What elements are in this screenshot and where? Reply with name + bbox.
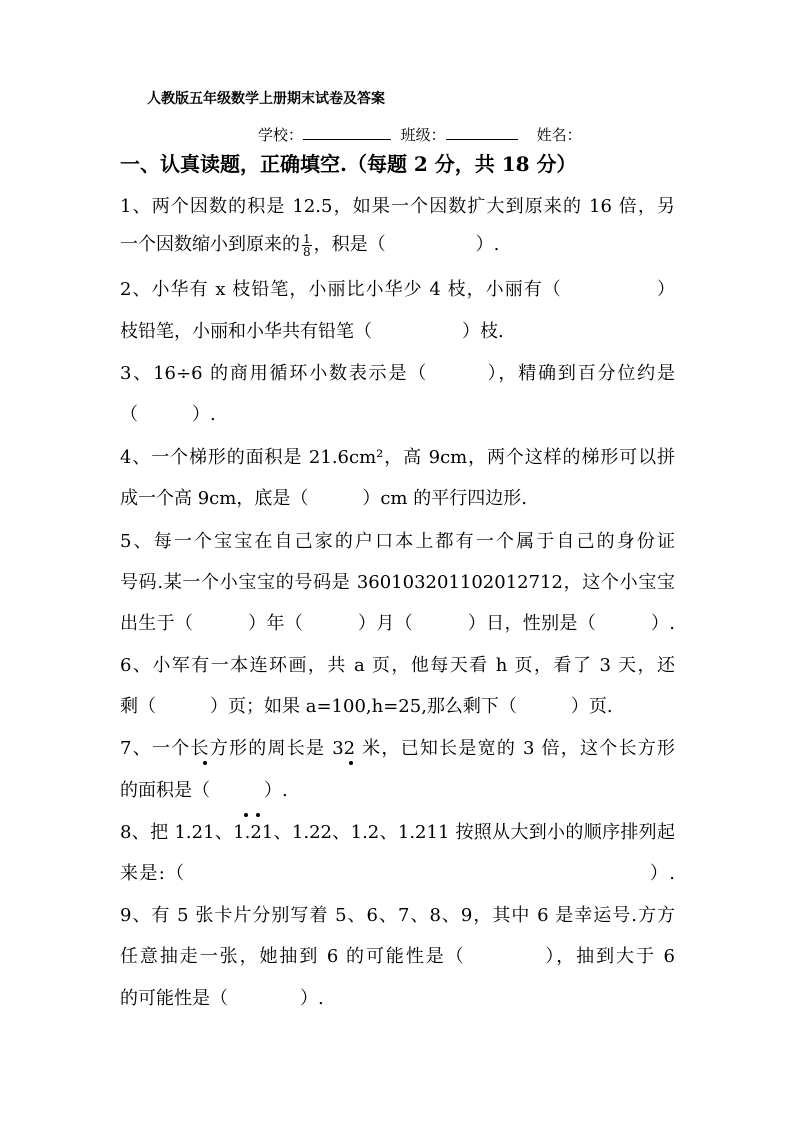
question-1-line-2 xyxy=(120,230,499,258)
question-8-line-1: 8、把 1.21、1.21、1.22、1.2、1.211 按照从大到小的顺序排列起 xyxy=(120,822,675,843)
question-4-line-1: 4、一个梯形的面积是 21.6cm²，高 9cm，两个这样的梯形可以拼 xyxy=(120,447,675,468)
school-label: 学校： xyxy=(258,126,304,144)
document-title: 人教版五年级数学上册期末试卷及答案 xyxy=(147,91,385,107)
question-1-line-1: 1、两个因数的积是 12.5，如果一个因数扩大到原来的 16 倍，另 xyxy=(120,196,675,217)
question-4-line-2: 成一个高 9cm，底是（ ）cm 的平行四边形. xyxy=(120,488,527,509)
question-5-line-1: 5、每一个宝宝在自己家的户口本上都有一个属于自己的身份证 xyxy=(120,531,675,552)
fraction-numerator: 1 xyxy=(303,231,311,246)
question-3-line-1: 3、16÷6 的商用循环小数表示是（ ），精确到百分位约是 xyxy=(120,363,675,384)
class-label: 班级： xyxy=(400,126,446,144)
fraction-denominator: 8 xyxy=(303,244,311,259)
section-heading: 一、认真读题，正确填空.（每题 2 分，共 18 分） xyxy=(120,152,577,176)
emphasis-dot-chang xyxy=(203,761,207,765)
question-9-line-2: 任意抽走一张，她抽到 6 的可能性是（ ），抽到大于 6 xyxy=(120,946,675,967)
question-1-line-2b: ，积是（ ）. xyxy=(313,234,500,255)
question-6-line-1: 6、小军有一本连环画，共 a 页，他每天看 h 页，看了 3 天，还 xyxy=(120,655,675,676)
question-9-line-3: 的可能性是（ ）. xyxy=(120,988,324,1009)
class-blank[interactable] xyxy=(446,125,518,140)
repeating-decimal-dot-2 xyxy=(256,813,260,817)
question-1-line-2a: 一个因数缩小到原来的 xyxy=(120,234,300,255)
question-5-line-2: 号码.某一个小宝宝的号码是 360103201102012712，这个小宝宝 xyxy=(120,572,675,593)
student-info-row xyxy=(258,124,582,145)
school-blank[interactable] xyxy=(303,125,391,140)
name-label: 姓名： xyxy=(536,126,582,144)
question-5-line-3: 出生于（ ）年（ ）月（ ）日，性别是（ ）. xyxy=(120,613,675,634)
fraction-one-eighth xyxy=(302,233,312,258)
emphasis-dot-kuan xyxy=(349,761,353,765)
question-6-line-2: 剩（ ）页；如果 a=100,h=25,那么剩下（ ）页. xyxy=(120,696,613,717)
question-9-line-1: 9、有 5 张卡片分别写着 5、6、7、8、9，其中 6 是幸运号.方方 xyxy=(120,905,675,926)
question-2-line-2: 枝铅笔，小丽和小华共有铅笔（ ）枝. xyxy=(120,321,504,342)
question-7-line-2: 的面积是（ ）. xyxy=(120,780,288,801)
question-8-line-2: 来是:（ ）. xyxy=(120,863,675,884)
question-2-line-1: 2、小华有 x 枝铅笔，小丽比小华少 4 枝，小丽有（ ） xyxy=(120,279,675,300)
repeating-decimal-dot-1 xyxy=(244,813,248,817)
question-3-line-2: （ ）. xyxy=(120,404,216,425)
question-7-line-1: 7、一个长方形的周长是 32 米，已知长是宽的 3 倍，这个长方形 xyxy=(120,738,675,759)
